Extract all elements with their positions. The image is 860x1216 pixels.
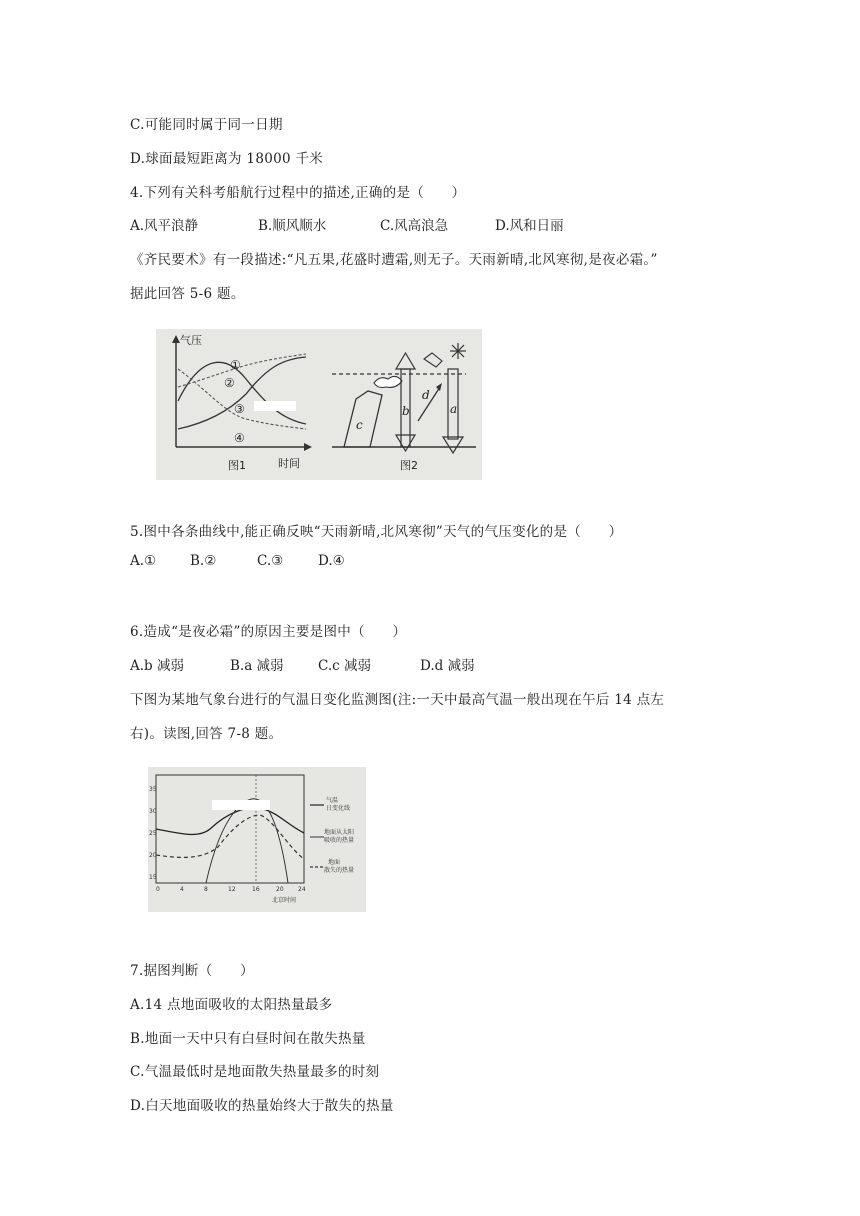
figure-pressure-frost-svg	[156, 329, 482, 480]
y-tick: 35	[149, 786, 157, 793]
q7-option-a: A.14 点地面吸收的太阳热量最多	[130, 997, 333, 1013]
q6-option-a: A.b 减弱	[130, 658, 184, 674]
figure-temperature-monitoring	[148, 767, 366, 912]
x-tick: 0	[156, 886, 160, 893]
fig1-xlabel: 时间	[278, 457, 300, 470]
question-6: 6.造成“是夜必霜”的原因主要是图中（ ）	[130, 624, 407, 640]
passage-qimin-instruction: 据此回答 5-6 题。	[130, 286, 245, 302]
legend-absorbed: 地面从太阳	[324, 829, 355, 836]
fig1-curve-label: ①	[230, 358, 241, 372]
q3-option-d: D.球面最短距离为 18000 千米	[130, 151, 324, 167]
fig1-ylabel: 气压	[180, 334, 202, 347]
x-tick: 12	[228, 886, 236, 893]
q7-option-d: D.白天地面吸收的热量始终大于散失的热量	[130, 1098, 394, 1114]
x-tick: 20	[276, 886, 284, 893]
x-tick: 4	[180, 886, 184, 893]
fig2-arrow-label: d	[422, 388, 430, 402]
q6-option-b: B.a 减弱	[230, 658, 284, 674]
question-5: 5.图中各条曲线中,能正确反映“天雨新晴,北风寒彻”天气的气压变化的是（ ）	[130, 524, 623, 540]
legend-lost: 地面	[328, 859, 341, 866]
q4-option-a: A.风平浪静	[130, 218, 199, 234]
q5-option-a: A.①	[130, 553, 157, 569]
passage-temperature-instruction: 右)。读图,回答 7-8 题。	[130, 726, 283, 742]
sun-icon	[450, 343, 466, 359]
y-tick: 25	[149, 830, 157, 837]
redaction-box	[212, 800, 270, 810]
passage-qimin: 《齐民要术》有一段描述:“凡五果,花盛时遭霜,则无子。天雨新晴,北风寒彻,是夜必霜。”	[130, 252, 658, 268]
q4-option-c: C.风高浪急	[380, 218, 449, 234]
fig1-curve-label: ④	[234, 431, 245, 445]
fig2-arrow-label: c	[356, 418, 363, 432]
x-tick: 8	[204, 886, 208, 893]
question-4: 4.下列有关科考船航行过程中的描述,正确的是（ ）	[130, 185, 466, 201]
fig2-caption: 图2	[400, 459, 418, 472]
question-7: 7.据图判断（ ）	[130, 963, 254, 979]
x-tick: 16	[252, 886, 260, 893]
legend-temperature: 气温	[326, 797, 339, 804]
figure-pressure-frost	[156, 329, 482, 480]
q3-option-c: C.可能同时属于同一日期	[130, 117, 283, 133]
q7-option-c: C.气温最低时是地面散失热量最多的时刻	[130, 1064, 380, 1080]
legend-temperature-2: 日变化线	[326, 805, 351, 812]
q5-option-c: C.③	[257, 553, 284, 569]
q5-option-b: B.②	[190, 553, 217, 569]
fig1-curve-label: ③	[234, 402, 245, 416]
fig1-caption: 图1	[228, 459, 246, 472]
q6-option-c: C.c 减弱	[318, 658, 371, 674]
legend-absorbed-2: 吸收的热量	[324, 837, 355, 844]
redaction-box	[254, 401, 296, 411]
q7-option-b: B.地面一天中只有白昼时间在散失热量	[130, 1031, 366, 1047]
fig2-arrow-label: a	[450, 402, 458, 416]
q5-option-d: D.④	[318, 553, 345, 569]
passage-temperature: 下图为某地气象台进行的气温日变化监测图(注:一天中最高气温一般出现在午后 14 点左	[130, 692, 665, 708]
fig1-curve-label: ②	[224, 376, 235, 390]
q4-option-b: B.顺风顺水	[258, 218, 327, 234]
x-axis-label: 北京时间	[272, 897, 297, 904]
y-tick: 20	[149, 852, 157, 859]
q6-option-d: D.d 减弱	[420, 658, 475, 674]
y-tick: 30	[149, 808, 157, 815]
y-tick: 15	[149, 874, 157, 881]
legend-lost-2: 散失的热量	[324, 867, 355, 874]
x-tick: 24	[298, 886, 306, 893]
fig2-arrow-label: b	[402, 404, 410, 418]
figure-temperature-svg	[148, 767, 366, 912]
q4-option-d: D.风和日丽	[495, 218, 564, 234]
